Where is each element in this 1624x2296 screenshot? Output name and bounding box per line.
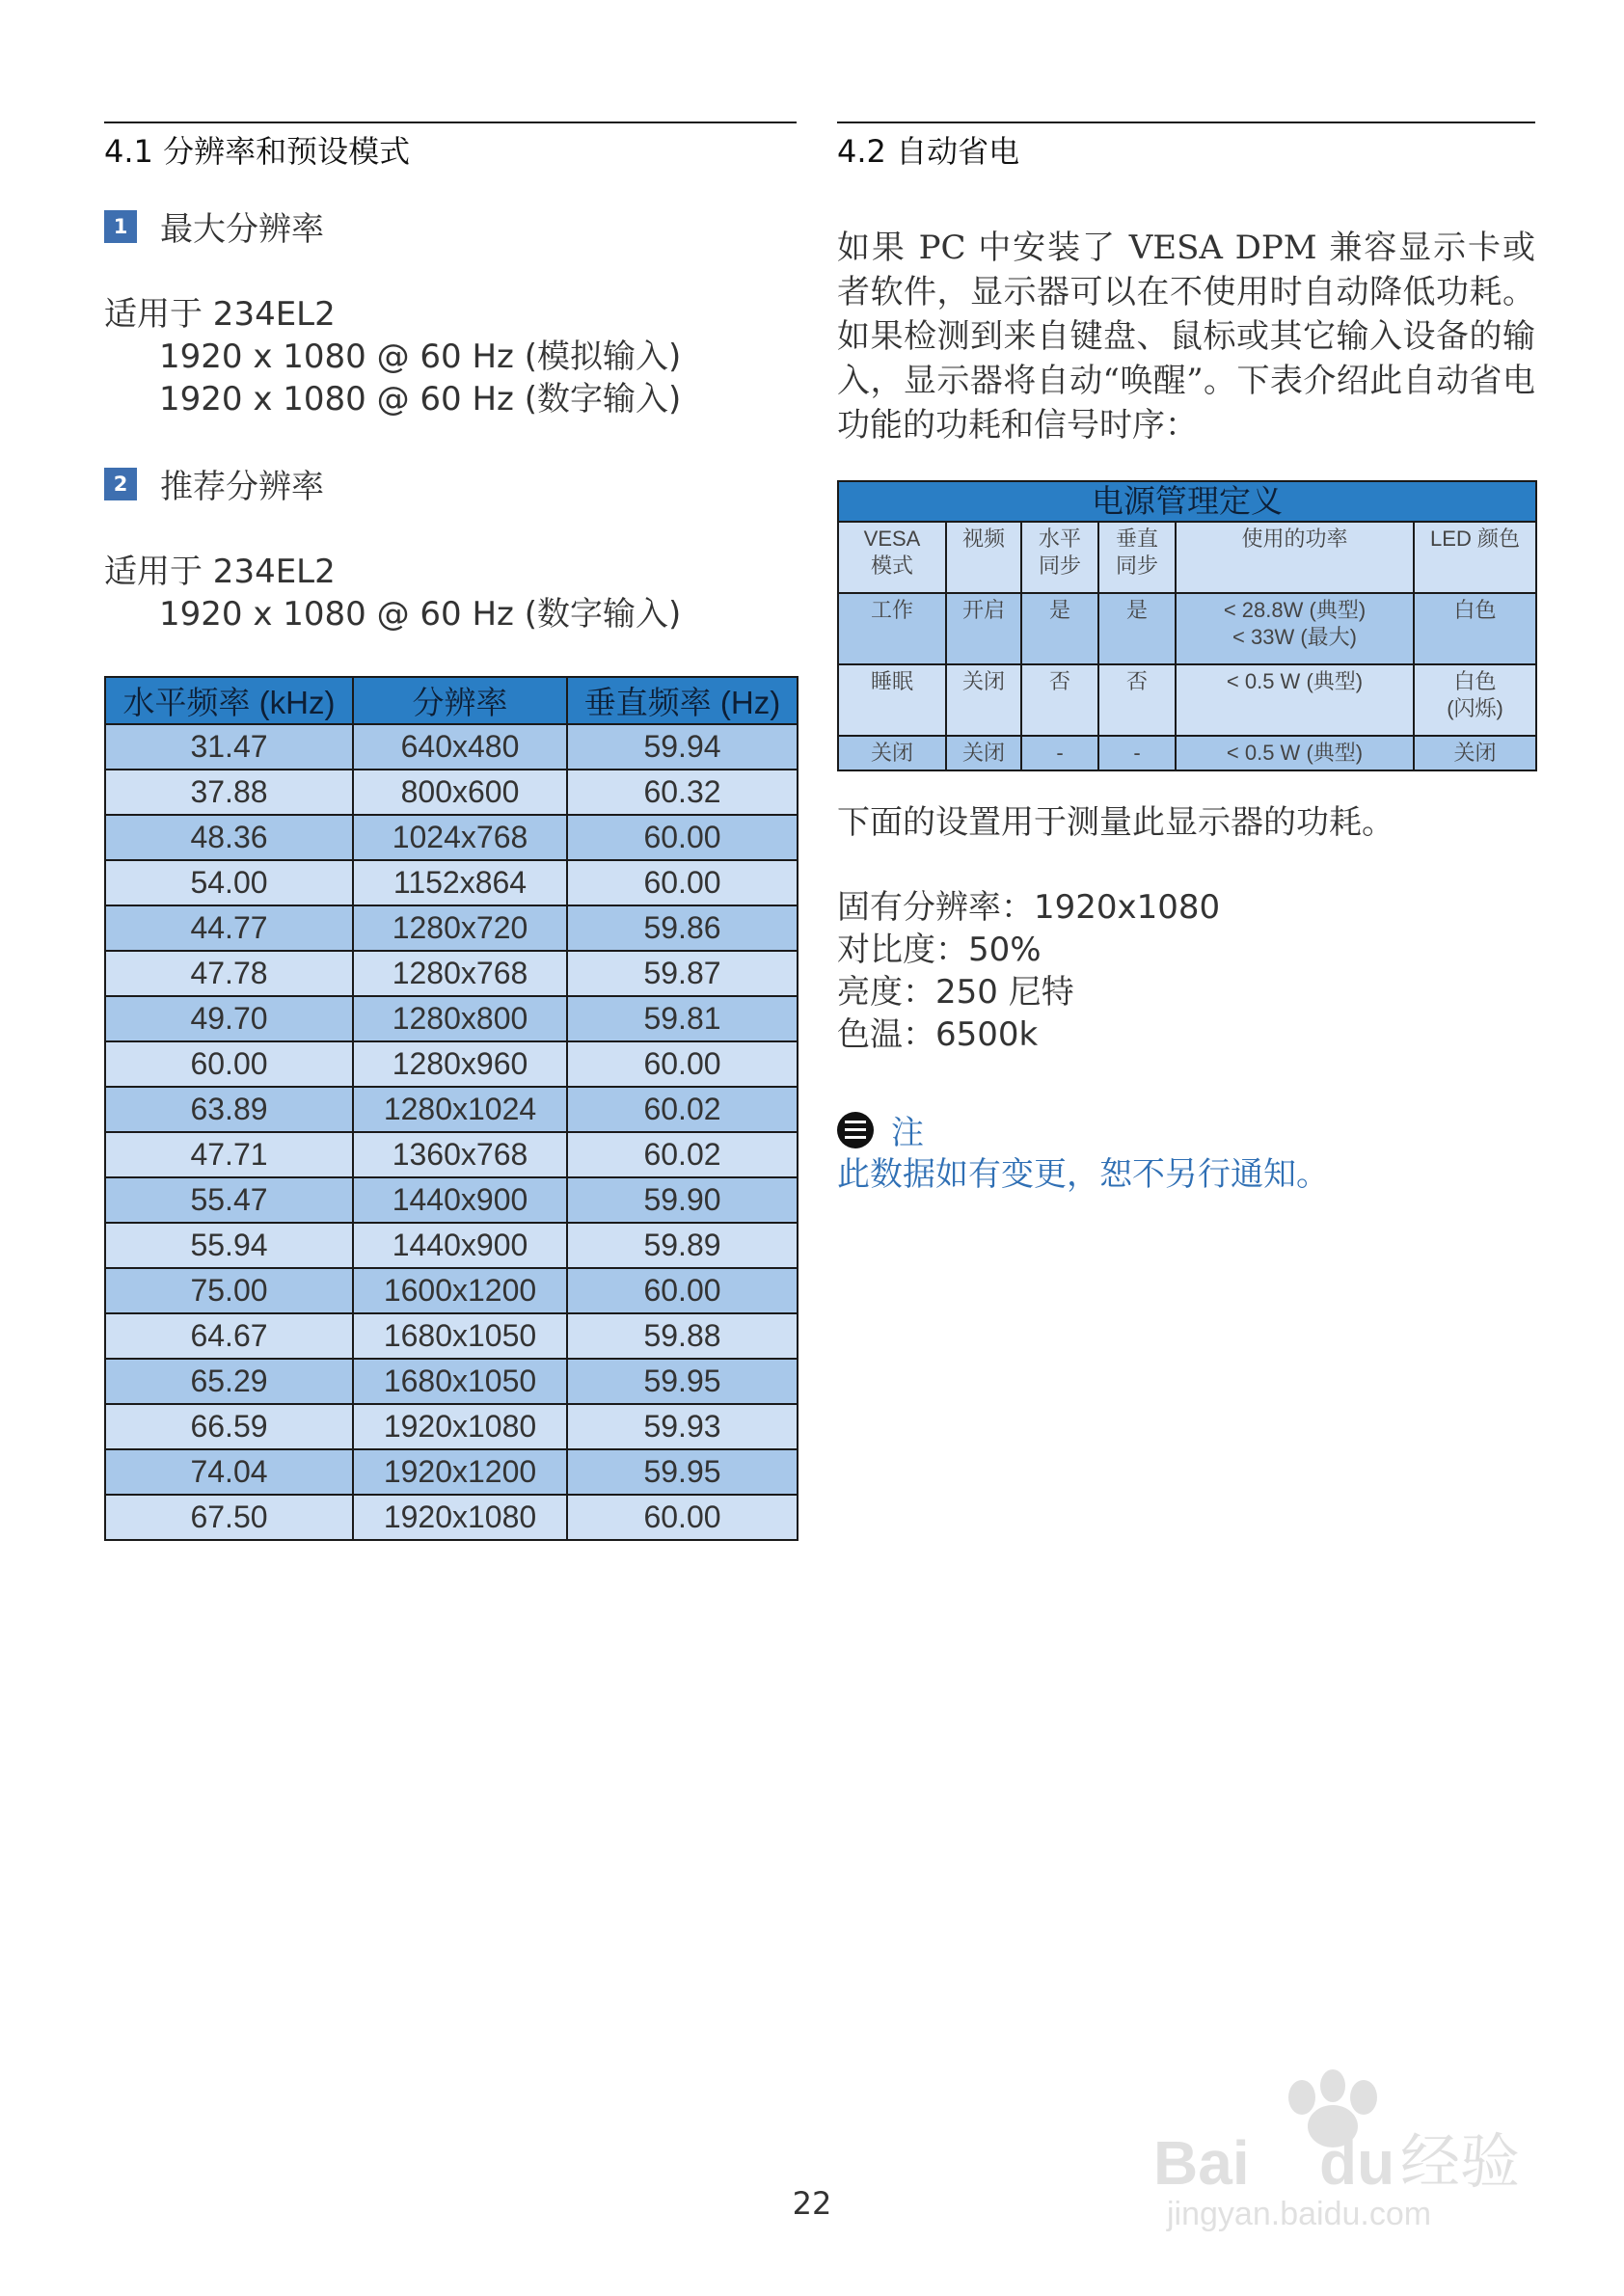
cell-power-used	[1176, 664, 1414, 736]
note-text: 此数据如有变更，恕不另行通知。	[837, 1155, 1329, 1194]
cell-resolution: 1680x1050	[353, 1313, 567, 1359]
cell-hfreq: 55.94	[105, 1223, 353, 1268]
col-header-v-sync-line: 垂直	[1115, 527, 1158, 551]
cell-hfreq: 66.59	[105, 1404, 353, 1449]
col-header-video	[946, 522, 1021, 593]
table-row	[105, 1223, 798, 1268]
setting-native-resolution: 固有分辨率：1920x1080	[837, 888, 1221, 927]
cell-vfreq: 59.89	[567, 1223, 798, 1268]
note-heading	[837, 1106, 924, 1153]
table-row	[105, 1313, 798, 1359]
table-row	[105, 1177, 798, 1223]
step-number-badge: 1	[104, 210, 137, 243]
cell-resolution: 1024x768	[353, 815, 567, 860]
col-header-v-sync-line: 同步	[1115, 554, 1158, 578]
step-recommended-resolution	[104, 460, 324, 507]
power-management-table	[837, 480, 1537, 771]
cell-video-line: 关闭	[961, 669, 1005, 693]
cell-hfreq: 64.67	[105, 1313, 353, 1359]
cell-power-used-line: < 33W (最大)	[1232, 625, 1357, 649]
cell-resolution: 1920x1080	[353, 1495, 567, 1540]
cell-power-used-line: < 28.8W (典型)	[1223, 598, 1367, 622]
col-header-led-color	[1414, 522, 1536, 593]
power-table-row	[838, 593, 1536, 664]
table-row	[105, 905, 798, 951]
cell-resolution: 1600x1200	[353, 1268, 567, 1313]
cell-vfreq: 59.88	[567, 1313, 798, 1359]
col-header-vesa-mode-line: VESA	[863, 527, 921, 551]
table-row	[105, 1087, 798, 1132]
power-saving-intro: 如果 PC 中安装了 VESA DPM 兼容显示卡或者软件，显示器可以在不使用时自动降低功耗。如果检测到来自键盘、鼠标或其它输入设备的输入，显示器将自动“唤醒”。下表介绍此自动省电功能的功耗和信号时序：	[837, 229, 1535, 445]
cell-vfreq: 60.32	[567, 770, 798, 815]
cell-led-color	[1414, 664, 1536, 736]
cell-power-used	[1176, 736, 1414, 770]
cell-h-sync	[1021, 736, 1098, 770]
cell-hfreq: 48.36	[105, 815, 353, 860]
cell-vesa-mode	[838, 593, 946, 664]
cell-hfreq: 54.00	[105, 860, 353, 905]
col-header-hfreq: 水平频率 (kHz)	[105, 677, 353, 724]
cell-resolution: 1440x900	[353, 1177, 567, 1223]
cell-resolution: 1280x720	[353, 905, 567, 951]
cell-resolution: 1920x1080	[353, 1404, 567, 1449]
cell-hfreq: 60.00	[105, 1041, 353, 1087]
cell-led-color	[1414, 736, 1536, 770]
cell-led-color-line: 白色	[1453, 598, 1497, 622]
step-label: 最大分辨率	[160, 210, 324, 249]
resolution-table	[104, 676, 798, 1541]
col-header-vfreq: 垂直频率 (Hz)	[567, 677, 798, 724]
col-header-h-sync-line: 同步	[1038, 554, 1081, 578]
max-resolution-digital: 1920 x 1080 @ 60 Hz (数字输入)	[159, 380, 682, 419]
cell-vfreq: 59.86	[567, 905, 798, 951]
cell-h-sync-line: 否	[1048, 669, 1070, 693]
watermark-brand: Bai	[1153, 2128, 1250, 2198]
cell-h-sync-line: 是	[1048, 598, 1070, 622]
cell-vfreq: 59.81	[567, 996, 798, 1041]
baidu-jingyan-watermark	[1148, 2068, 1572, 2232]
cell-led-color	[1414, 593, 1536, 664]
table-row	[105, 815, 798, 860]
cell-vfreq: 59.95	[567, 1359, 798, 1404]
table-row	[105, 1041, 798, 1087]
note-icon	[837, 1112, 874, 1148]
table-row	[105, 1359, 798, 1404]
cell-hfreq: 47.78	[105, 951, 353, 996]
watermark-cn: 经验	[1400, 2126, 1521, 2197]
cell-hfreq: 44.77	[105, 905, 353, 951]
cell-hfreq: 49.70	[105, 996, 353, 1041]
col-header-h-sync	[1021, 522, 1098, 593]
table-row	[105, 1404, 798, 1449]
cell-video	[946, 736, 1021, 770]
cell-hfreq: 37.88	[105, 770, 353, 815]
cell-vfreq: 60.02	[567, 1087, 798, 1132]
cell-hfreq: 65.29	[105, 1359, 353, 1404]
cell-vfreq: 60.00	[567, 815, 798, 860]
cell-v-sync-line: 是	[1125, 598, 1148, 622]
cell-vfreq: 59.93	[567, 1404, 798, 1449]
cell-vfreq: 60.00	[567, 1268, 798, 1313]
table-row	[105, 1495, 798, 1540]
rec-resolution-digital: 1920 x 1080 @ 60 Hz (数字输入)	[159, 595, 682, 634]
col-header-power-used-line: 使用的功率	[1241, 527, 1348, 551]
cell-vfreq: 59.87	[567, 951, 798, 996]
cell-vesa-mode	[838, 664, 946, 736]
cell-hfreq: 67.50	[105, 1495, 353, 1540]
cell-vesa-mode-line: 工作	[870, 598, 913, 622]
table-row	[105, 1449, 798, 1495]
cell-power-used-line: < 0.5 W (典型)	[1226, 669, 1364, 693]
cell-hfreq: 75.00	[105, 1268, 353, 1313]
cell-vesa-mode	[838, 736, 946, 770]
table-row	[105, 951, 798, 996]
cell-resolution: 1920x1200	[353, 1449, 567, 1495]
cell-resolution: 1360x768	[353, 1132, 567, 1177]
cell-resolution: 1280x800	[353, 996, 567, 1041]
table-row	[105, 1268, 798, 1313]
table-row	[105, 996, 798, 1041]
section-rule-left	[104, 122, 797, 123]
power-table-row	[838, 664, 1536, 736]
cell-vfreq: 60.00	[567, 1495, 798, 1540]
cell-power-used-line: < 0.5 W (典型)	[1226, 741, 1364, 765]
section-rule-right	[837, 122, 1535, 123]
cell-hfreq: 74.04	[105, 1449, 353, 1495]
table-row	[105, 724, 798, 770]
cell-power-used	[1176, 593, 1414, 664]
cell-hfreq: 31.47	[105, 724, 353, 770]
col-header-video-line: 视频	[961, 527, 1005, 551]
cell-vfreq: 60.00	[567, 1041, 798, 1087]
max-resolution-analog: 1920 x 1080 @ 60 Hz (模拟输入)	[159, 338, 682, 376]
table-row	[105, 770, 798, 815]
cell-led-color-line: 关闭	[1453, 741, 1497, 765]
cell-vfreq: 59.94	[567, 724, 798, 770]
col-header-power-used	[1176, 522, 1414, 593]
page-number: 22	[792, 2185, 832, 2222]
col-header-h-sync-line: 水平	[1038, 527, 1081, 551]
rec-applies-to: 适用于 234EL2	[104, 553, 336, 591]
col-header-led-color-line: LED 颜色	[1430, 527, 1520, 551]
cell-video-line: 关闭	[961, 741, 1005, 765]
table-row	[105, 860, 798, 905]
max-applies-to: 适用于 234EL2	[104, 295, 336, 334]
cell-vesa-mode-line: 睡眠	[870, 669, 913, 693]
cell-hfreq: 55.47	[105, 1177, 353, 1223]
power-table-row	[838, 736, 1536, 770]
resolution-table-header	[105, 677, 798, 724]
setting-contrast: 对比度：50%	[837, 931, 1042, 969]
cell-resolution: 1280x768	[353, 951, 567, 996]
cell-vesa-mode-line: 关闭	[870, 741, 913, 765]
note-title: 注	[891, 1114, 924, 1152]
cell-vfreq: 59.95	[567, 1449, 798, 1495]
cell-resolution: 1152x864	[353, 860, 567, 905]
step-number-badge: 2	[104, 468, 137, 500]
cell-video	[946, 593, 1021, 664]
cell-v-sync	[1098, 736, 1176, 770]
measure-intro: 下面的设置用于测量此显示器的功耗。	[837, 803, 1394, 842]
cell-vfreq: 60.00	[567, 860, 798, 905]
cell-resolution: 1440x900	[353, 1223, 567, 1268]
col-header-v-sync	[1098, 522, 1176, 593]
step-max-resolution	[104, 203, 324, 250]
cell-v-sync-line: 否	[1125, 669, 1148, 693]
cell-resolution: 800x600	[353, 770, 567, 815]
cell-resolution: 1280x960	[353, 1041, 567, 1087]
setting-color-temp: 色温：6500k	[837, 1015, 1039, 1054]
watermark-brand2: du	[1319, 2128, 1395, 2198]
setting-brightness: 亮度：250 尼特	[837, 973, 1074, 1012]
cell-video	[946, 664, 1021, 736]
cell-h-sync-line: -	[1056, 741, 1064, 765]
col-header-vesa-mode-line: 模式	[870, 554, 913, 578]
cell-vfreq: 59.90	[567, 1177, 798, 1223]
cell-resolution: 1280x1024	[353, 1087, 567, 1132]
cell-hfreq: 47.71	[105, 1132, 353, 1177]
table-row	[105, 1132, 798, 1177]
cell-led-color-line: (闪烁)	[1447, 696, 1503, 720]
power-table-title: 电源管理定义	[838, 481, 1536, 522]
watermark-url: jingyan.baidu.com	[1167, 2196, 1432, 2232]
section-heading-4-1: 4.1 分辨率和预设模式	[104, 133, 411, 170]
step-label: 推荐分辨率	[160, 468, 324, 506]
col-header-resolution: 分辨率	[353, 677, 567, 724]
cell-resolution: 1680x1050	[353, 1359, 567, 1404]
section-heading-4-2: 4.2 自动省电	[837, 133, 1020, 170]
cell-vfreq: 60.02	[567, 1132, 798, 1177]
cell-v-sync-line: -	[1133, 741, 1141, 765]
cell-led-color-line: 白色	[1453, 669, 1497, 693]
cell-hfreq: 63.89	[105, 1087, 353, 1132]
power-table-header-row	[838, 522, 1536, 593]
cell-video-line: 开启	[961, 598, 1005, 622]
col-header-vesa-mode	[838, 522, 946, 593]
cell-v-sync	[1098, 664, 1176, 736]
cell-resolution: 640x480	[353, 724, 567, 770]
cell-h-sync	[1021, 664, 1098, 736]
cell-v-sync	[1098, 593, 1176, 664]
cell-h-sync	[1021, 593, 1098, 664]
